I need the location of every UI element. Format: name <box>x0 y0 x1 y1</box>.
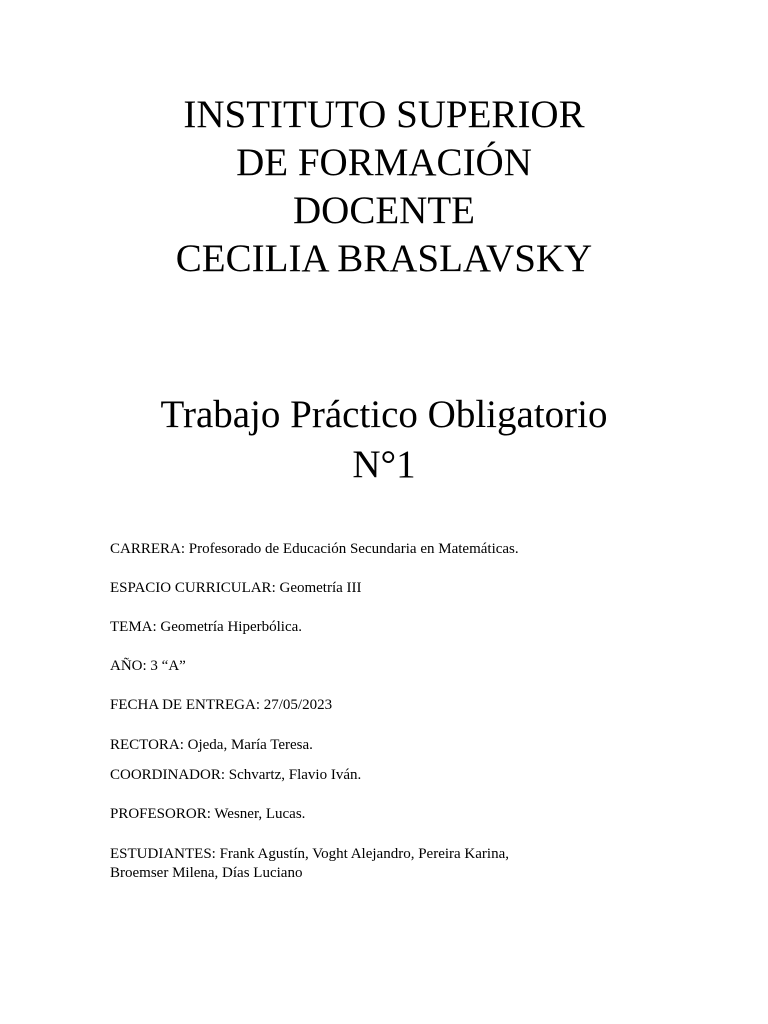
espacio-curricular-field: ESPACIO CURRICULAR: Geometría III <box>110 580 362 596</box>
assignment-title-line: Trabajo Práctico Obligatorio <box>160 393 608 436</box>
estudiantes-field-line-1: ESTUDIANTES: Frank Agustín, Voght Alejandro, Pereira Karina, <box>110 846 509 862</box>
tema-field: TEMA: Geometría Hiperbólica. <box>110 619 303 635</box>
assignment-number: N°1 <box>352 443 416 486</box>
coordinador-field: COORDINADOR: Schvartz, Flavio Iván. <box>110 767 362 783</box>
carrera-field: CARRERA: Profesorado de Educación Secundaria en Matemáticas. <box>110 541 519 557</box>
estudiantes-field-line-2: Broemser Milena, Días Luciano <box>110 865 303 881</box>
institution-title <box>0 91 768 283</box>
institution-title-line: CECILIA BRASLAVSKY <box>175 237 593 280</box>
institution-title-line: DE FORMACIÓN <box>236 141 532 184</box>
assignment-title <box>0 390 768 490</box>
anio-field: AÑO: 3 “A” <box>110 658 186 674</box>
fecha-entrega-field: FECHA DE ENTREGA: 27/05/2023 <box>110 697 333 713</box>
rectora-field: RECTORA: Ojeda, María Teresa. <box>110 737 313 753</box>
institution-title-line: INSTITUTO SUPERIOR <box>183 93 585 136</box>
institution-title-line: DOCENTE <box>293 189 475 232</box>
profesor-field: PROFESOROR: Wesner, Lucas. <box>110 806 306 822</box>
